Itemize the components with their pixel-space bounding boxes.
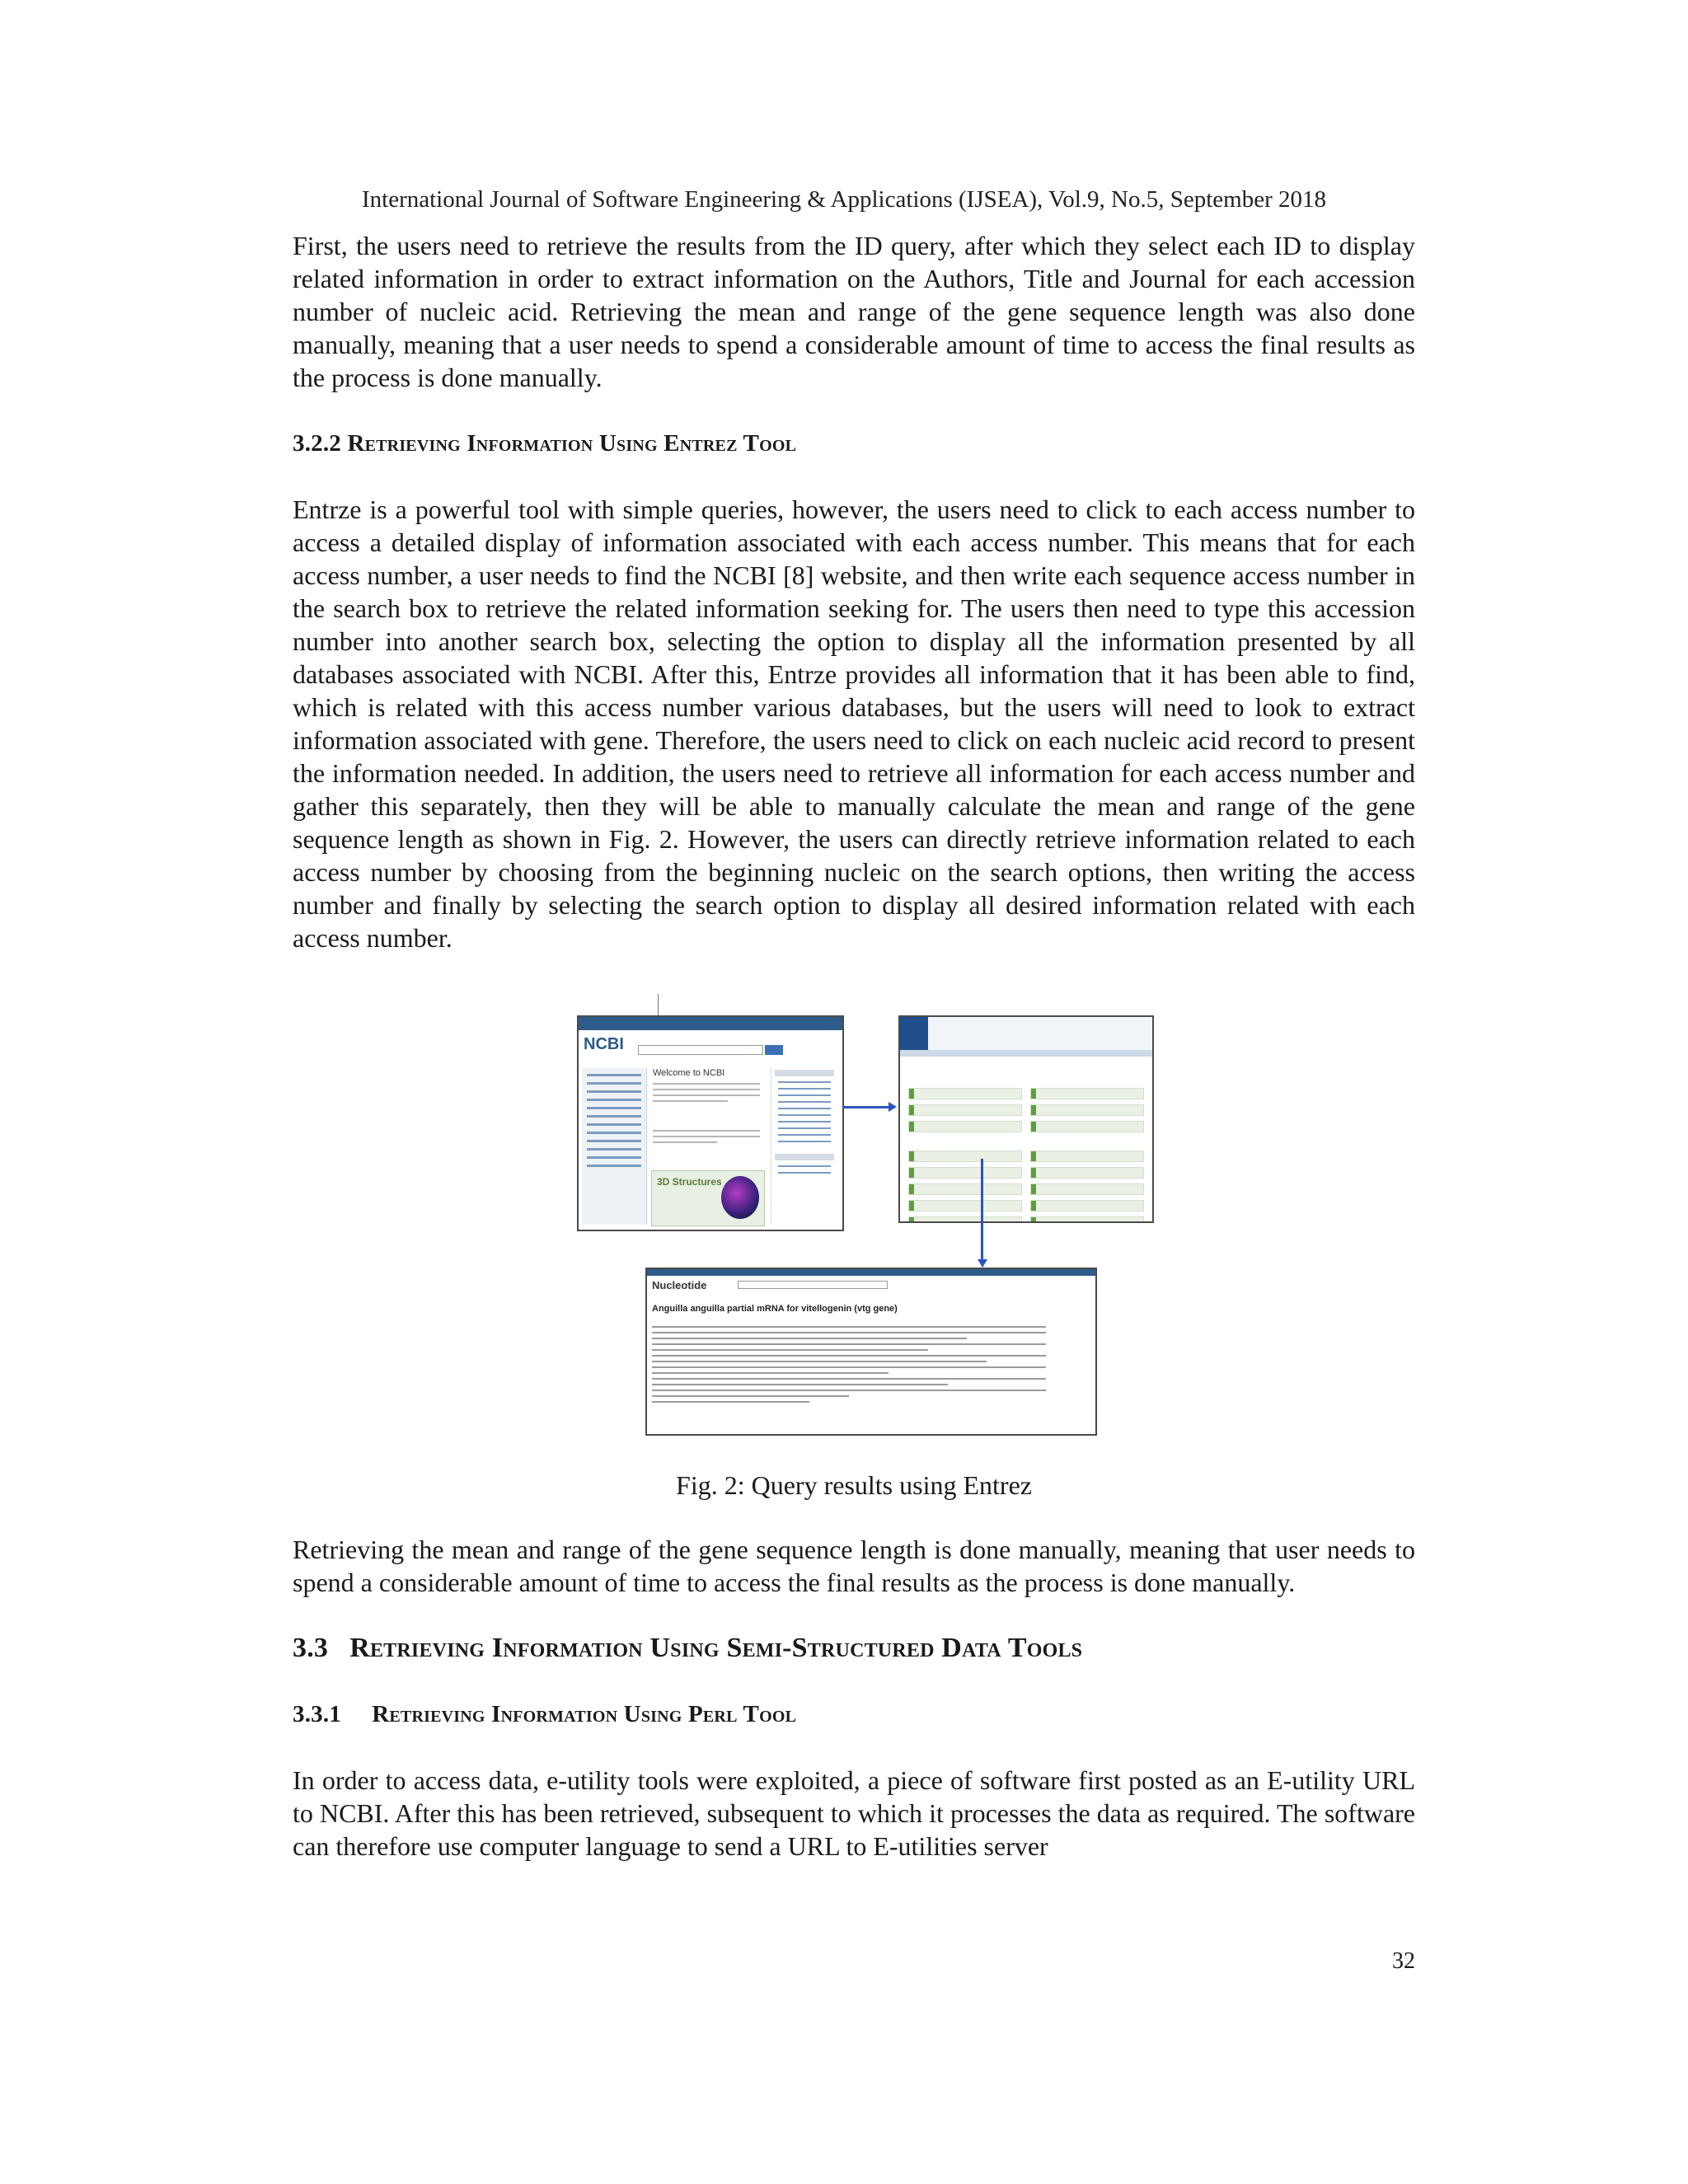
paragraph-3: Retrieving the mean and range of the gene sequence length is done manually, meaning that user needs to spend a considerable amount of time to access the final results as the process is done manually. — [293, 1535, 1415, 1597]
search-button — [765, 1045, 783, 1055]
nucleotide-title: Nucleotide — [652, 1279, 707, 1291]
heading-number: 3.3.1 — [293, 1701, 341, 1727]
database-grid — [908, 1083, 1144, 1223]
heading-number: 3.2.2 — [293, 430, 341, 457]
paragraph-1: First, the users need to retrieve the results from the ID query, after which they select each ID to display related information in order to extract information on the Authors, Title and Journal for each accession number of nucleic acid. Retrieving the mean and range of the gene sequence length was also done manually, meaning that a user needs to spend a considerable amount of time to access the final results as the process is done manually. — [293, 231, 1415, 392]
entrez-header — [928, 1017, 1152, 1050]
popular-resources — [771, 1068, 837, 1225]
ncbi-logo: NCBI — [584, 1035, 624, 1053]
heading-text: Retrieving Information Using Semi-Structured Data Tools — [349, 1633, 1083, 1663]
arrow-down — [981, 1159, 983, 1261]
paragraph-2: Entrze is a powerful tool with simple queries, however, the users need to click to each access number to access a detailed display of information associated with each access number. This means that for each access number, a user needs to find the NCBI [8] website, and then write each sequence access number in the search box to retrieve the related information seeking for. The users then need to type this accession number into another search box, selecting the option to display all the information presented by all databases associated with NCBI. After this, Entrze provides all information that it has been able to find, which is related with this access number various databases, but the users will need to look to extract information associated with gene. Therefore, the users need to click on each nucleic acid record to present the information needed. In addition, the users need to retrieve all information for each access number and gather this separately, then they will be able to manually calculate the mean and range of the gene sequence length as shown in Fig. 2. However, the users can directly retrieve information related to each access number by choosing from the beginning nucleic on the search options, then writing the access number and finally by selecting the search option to display all desired information related with each access number. — [293, 494, 1415, 953]
structures-panel — [651, 1170, 765, 1226]
figure-caption: Fig. 2: Query results using Entrez — [676, 1470, 1032, 1500]
browser-bar — [647, 1269, 1095, 1276]
heading-3-2-2 — [293, 427, 1415, 460]
heading-3-3-1 — [293, 1698, 1415, 1731]
ncbi-home-screenshot — [577, 1015, 844, 1231]
structures-label: 3D Structures — [657, 1176, 722, 1188]
welcome-title: Welcome to NCBI — [653, 1068, 725, 1078]
entrez-results-screenshot — [898, 1015, 1154, 1223]
heading-3-3 — [293, 1632, 1415, 1665]
page-number: 32 — [1392, 1948, 1415, 1974]
molecule-image — [721, 1176, 759, 1219]
welcome-column — [653, 1068, 760, 1147]
running-head: International Journal of Software Engineering & Applications (IJSEA), Vol.9, No.5, September 2018 — [362, 186, 1326, 213]
browser-bar — [579, 1017, 842, 1030]
search-input — [738, 1281, 888, 1289]
genbank-record — [652, 1322, 1046, 1407]
heading-number: 3.3 — [293, 1633, 329, 1663]
paragraph-4: In order to access data, e-utility tools were exploited, a piece of software first posted as an E-utility URL to NCBI. After this has been retrieved, subsequent to which it processes the data as required. The software can therefore use computer language to send a URL to E-utilities server — [293, 1765, 1415, 1861]
search-input — [638, 1045, 763, 1055]
heading-text: Retrieving Information Using Entrez Tool — [347, 430, 797, 457]
ncbi-sidebar-logo — [900, 1017, 928, 1050]
entrez-nav — [900, 1050, 1152, 1057]
arrowhead-right — [889, 1102, 897, 1112]
page-content — [293, 229, 1415, 1863]
left-nav — [582, 1068, 647, 1225]
arrowhead-down — [978, 1259, 987, 1268]
record-headline: Anguilla anguilla partial mRNA for vitellogenin (vtg gene) — [652, 1304, 898, 1314]
heading-text: Retrieving Information Using Perl Tool — [372, 1701, 797, 1727]
stray-line — [658, 994, 659, 1015]
figure-2 — [293, 994, 1415, 1455]
arrow-right — [842, 1106, 890, 1108]
nucleotide-record-screenshot — [645, 1268, 1097, 1436]
